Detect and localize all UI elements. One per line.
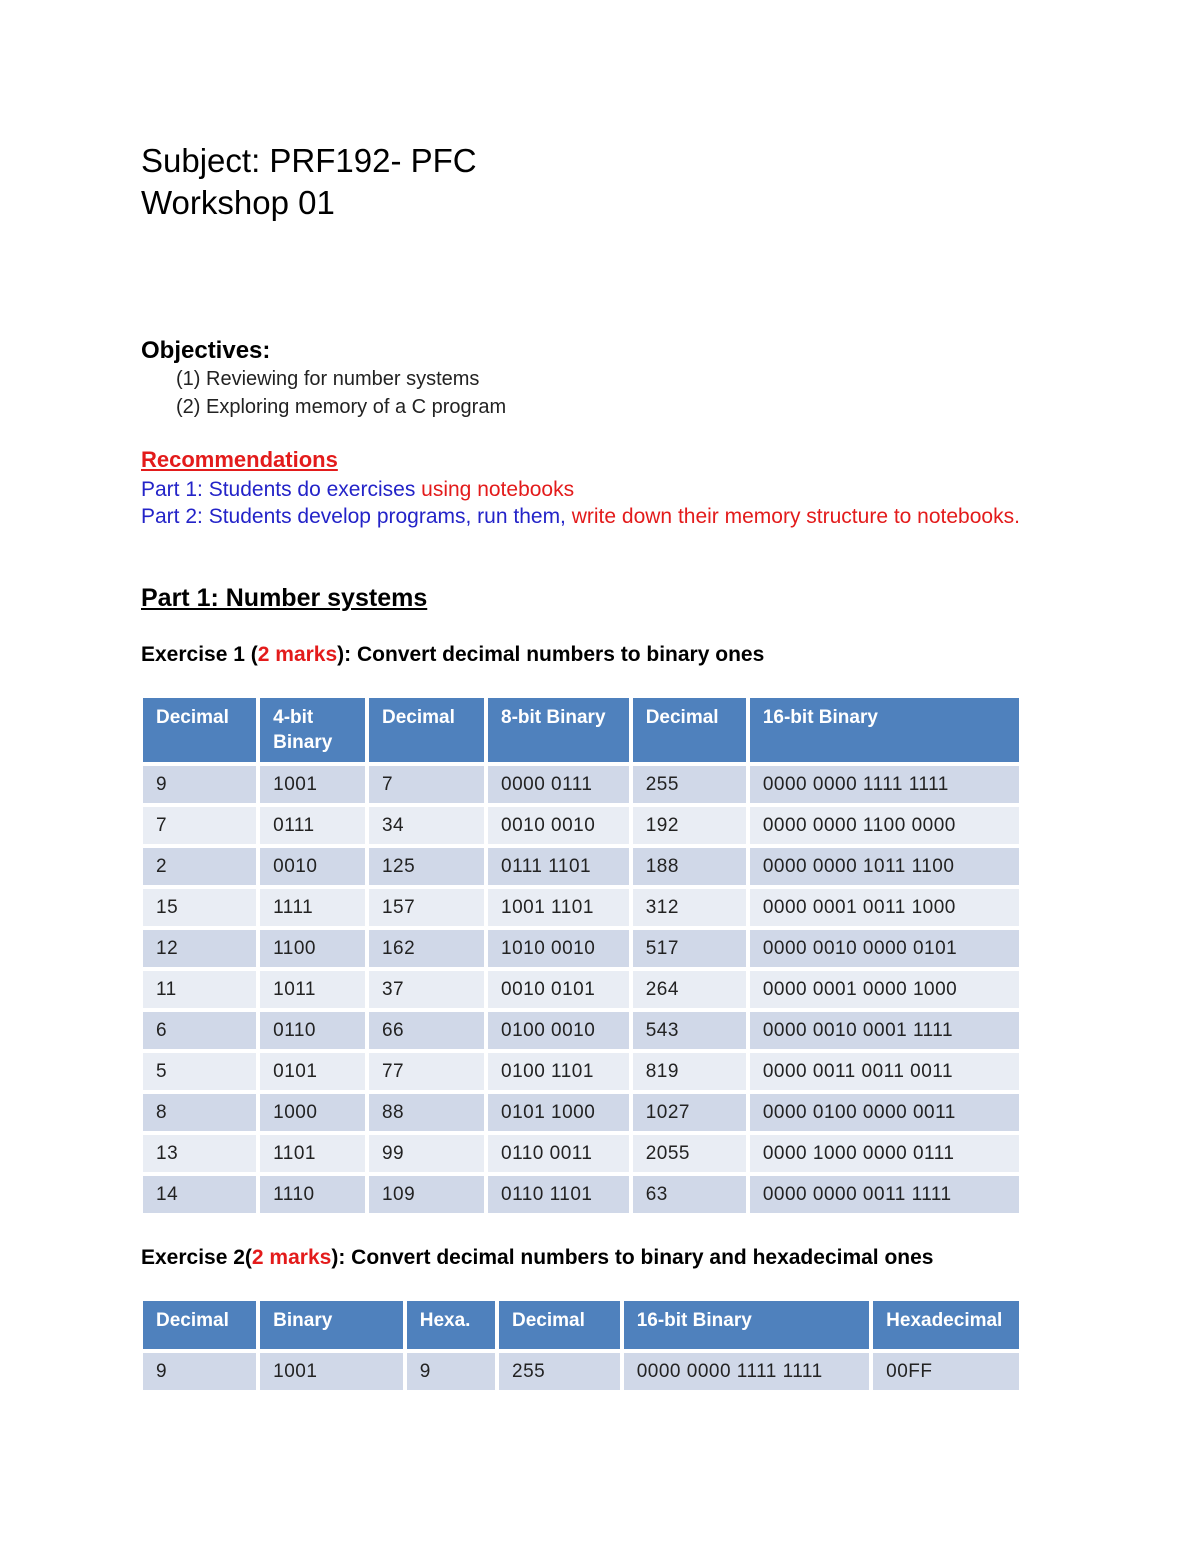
table-row — [143, 807, 1019, 844]
exercise2-suffix: ): Convert decimal numbers to binary and hexadecimal ones — [331, 1246, 934, 1269]
table-cell: 2 — [143, 848, 256, 885]
recommendation-2-highlight: write down their memory structure to notebooks. — [571, 505, 1020, 528]
table-cell: 0000 0000 1011 1100 — [750, 848, 1019, 885]
table-cell: 0110 — [260, 1012, 365, 1049]
table-cell: 157 — [369, 889, 484, 926]
part1-heading: Part 1: Number systems — [141, 584, 428, 612]
table-cell: 1101 — [260, 1135, 365, 1172]
table-cell: 0100 0010 — [488, 1012, 629, 1049]
table-cell: 0110 0011 — [488, 1135, 629, 1172]
table-cell: 8 — [143, 1094, 256, 1131]
table-cell: 0000 0001 0011 1000 — [750, 889, 1019, 926]
table-cell: 1000 — [260, 1094, 365, 1131]
table-cell: 264 — [633, 971, 746, 1008]
table-cell: 9 — [143, 1353, 256, 1390]
objective-item-1: (1) Reviewing for number systems — [176, 368, 480, 390]
table-cell: 0000 0000 1111 1111 — [750, 766, 1019, 803]
exercise2-heading — [141, 1246, 934, 1270]
header-cell: 16-bit Binary — [624, 1301, 869, 1349]
header-cell: 4-bit Binary — [260, 698, 365, 762]
table-cell: 0101 1000 — [488, 1094, 629, 1131]
recommendation-line-1 — [141, 476, 1021, 503]
table-cell: 13 — [143, 1135, 256, 1172]
table-cell: 14 — [143, 1176, 256, 1213]
table-cell: 0100 1101 — [488, 1053, 629, 1090]
table-row — [143, 971, 1019, 1008]
exercise1-marks: 2 marks — [257, 643, 338, 666]
exercise2-prefix: Exercise 2( — [141, 1246, 252, 1269]
exercise1-body — [143, 766, 1019, 1213]
header-cell: Hexa. — [407, 1301, 495, 1349]
exercise1-header-row — [143, 698, 1019, 762]
recommendation-line-2 — [141, 503, 1021, 530]
table-cell: 0000 0000 0011 1111 — [750, 1176, 1019, 1213]
header-cell: Decimal — [499, 1301, 620, 1349]
header-cell: 8-bit Binary — [488, 698, 629, 762]
table-cell: 0000 0010 0000 0101 — [750, 930, 1019, 967]
recommendation-2-text: Part 2: Students develop programs, run them, — [141, 505, 572, 528]
header-cell: Decimal — [369, 698, 484, 762]
table-cell: 0000 0010 0001 1111 — [750, 1012, 1019, 1049]
exercise2-header-row — [143, 1301, 1019, 1349]
table-cell: 0000 0001 0000 1000 — [750, 971, 1019, 1008]
table-cell: 9 — [143, 766, 256, 803]
exercise1-heading — [141, 643, 764, 667]
table-cell: 5 — [143, 1053, 256, 1090]
header-cell: 16-bit Binary — [750, 698, 1019, 762]
table-cell: 9 — [407, 1353, 495, 1390]
table-row — [143, 889, 1019, 926]
table-cell: 1001 — [260, 766, 365, 803]
table-cell: 7 — [369, 766, 484, 803]
table-row — [143, 1012, 1019, 1049]
table-cell: 1110 — [260, 1176, 365, 1213]
header-cell: Binary — [260, 1301, 403, 1349]
table-cell: 99 — [369, 1135, 484, 1172]
table-cell: 1111 — [260, 889, 365, 926]
table-cell: 00FF — [873, 1353, 1019, 1390]
table-cell: 88 — [369, 1094, 484, 1131]
table-cell: 0010 0101 — [488, 971, 629, 1008]
exercise2-table — [139, 1297, 1023, 1394]
exercise1-prefix: Exercise 1 ( — [141, 643, 258, 666]
table-cell: 77 — [369, 1053, 484, 1090]
exercise1-table — [139, 694, 1023, 1217]
objective-item-2: (2) Exploring memory of a C program — [176, 396, 507, 418]
table-cell: 15 — [143, 889, 256, 926]
table-row — [143, 766, 1019, 803]
header-cell: Decimal — [143, 1301, 256, 1349]
header-cell: Decimal — [633, 698, 746, 762]
table-cell: 11 — [143, 971, 256, 1008]
table-cell: 192 — [633, 807, 746, 844]
table-cell: 0010 0010 — [488, 807, 629, 844]
table-row — [143, 1094, 1019, 1131]
table-cell: 7 — [143, 807, 256, 844]
table-cell: 819 — [633, 1053, 746, 1090]
objectives-heading: Objectives: — [141, 337, 271, 364]
exercise2-body — [143, 1353, 1019, 1390]
table-cell: 1010 0010 — [488, 930, 629, 967]
table-cell: 1011 — [260, 971, 365, 1008]
table-cell: 63 — [633, 1176, 746, 1213]
subject-line: Subject: PRF192- PFC — [141, 142, 477, 179]
table-row — [143, 930, 1019, 967]
table-cell: 1001 — [260, 1353, 403, 1390]
table-cell: 162 — [369, 930, 484, 967]
table-row — [143, 1176, 1019, 1213]
table-cell: 255 — [499, 1353, 620, 1390]
table-cell: 0000 0000 1100 0000 — [750, 807, 1019, 844]
header-cell: Hexadecimal — [873, 1301, 1019, 1349]
table-cell: 2055 — [633, 1135, 746, 1172]
table-cell: 0111 — [260, 807, 365, 844]
table-cell: 1027 — [633, 1094, 746, 1131]
table-cell: 125 — [369, 848, 484, 885]
recommendation-1-text: Part 1: Students do exercises — [141, 478, 422, 501]
recommendation-1-highlight: using notebooks — [421, 478, 575, 501]
table-cell: 255 — [633, 766, 746, 803]
table-cell: 0000 0011 0011 0011 — [750, 1053, 1019, 1090]
table-row — [143, 1053, 1019, 1090]
table-cell: 12 — [143, 930, 256, 967]
table-cell: 0010 — [260, 848, 365, 885]
exercise2-marks: 2 marks — [251, 1246, 332, 1269]
document-title — [141, 140, 477, 224]
table-row — [143, 1135, 1019, 1172]
table-cell: 517 — [633, 930, 746, 967]
table-cell: 0101 — [260, 1053, 365, 1090]
table-cell: 0000 0111 — [488, 766, 629, 803]
table-cell: 66 — [369, 1012, 484, 1049]
table-row — [143, 848, 1019, 885]
table-cell: 543 — [633, 1012, 746, 1049]
table-cell: 34 — [369, 807, 484, 844]
table-cell: 312 — [633, 889, 746, 926]
table-cell: 188 — [633, 848, 746, 885]
table-cell: 0000 0000 1111 1111 — [624, 1353, 869, 1390]
recommendations-heading: Recommendations — [141, 447, 338, 472]
table-cell: 6 — [143, 1012, 256, 1049]
exercise1-suffix: ): Convert decimal numbers to binary ones — [337, 643, 765, 666]
table-cell: 0110 1101 — [488, 1176, 629, 1213]
table-cell: 1001 1101 — [488, 889, 629, 926]
workshop-line: Workshop 01 — [141, 184, 335, 221]
table-cell: 1100 — [260, 930, 365, 967]
table-cell: 0000 1000 0000 0111 — [750, 1135, 1019, 1172]
table-cell: 37 — [369, 971, 484, 1008]
table-cell: 0000 0100 0000 0011 — [750, 1094, 1019, 1131]
table-cell: 109 — [369, 1176, 484, 1213]
table-row — [143, 1353, 1019, 1390]
table-cell: 0111 1101 — [488, 848, 629, 885]
header-cell: Decimal — [143, 698, 256, 762]
